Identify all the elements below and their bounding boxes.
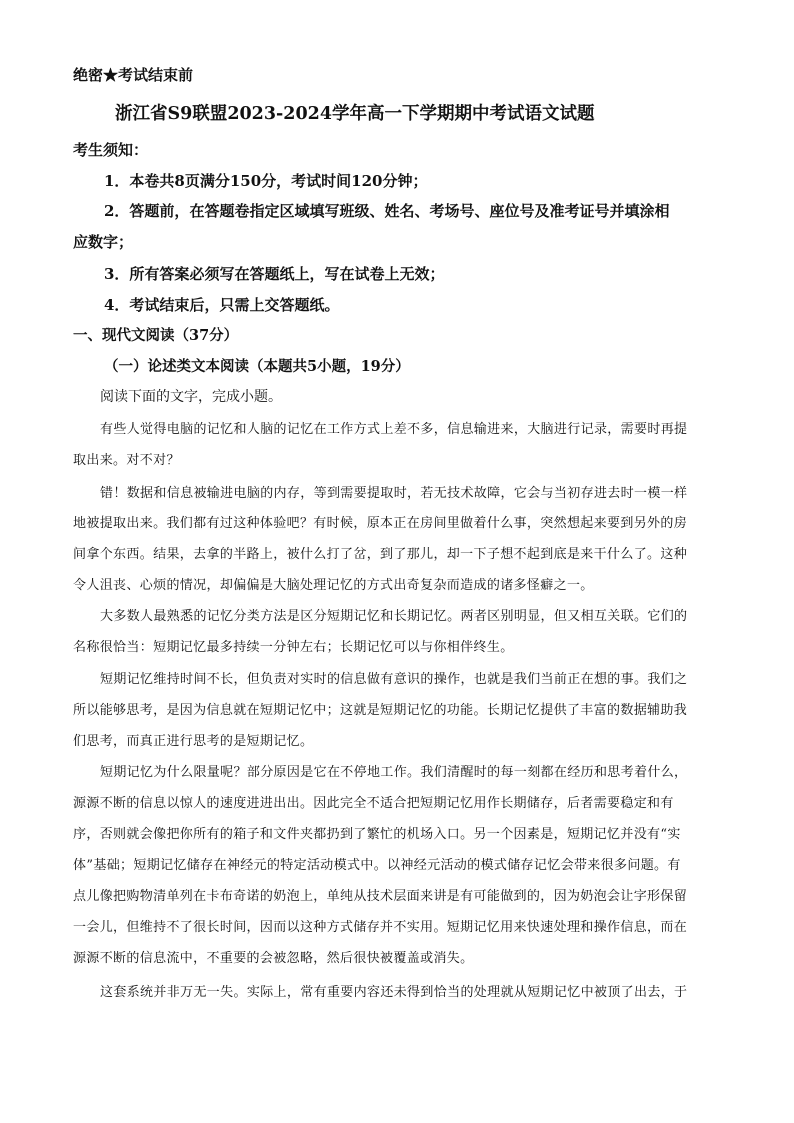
passage-line: 源源不断的信息以惊人的速度进进出出。因此完全不适合把短期记忆用作长期储存，后者需要稳定和有	[73, 796, 674, 811]
passage-line: 点儿像把购物清单列在卡布奇诺的奶泡上，单纯从技术层面来讲是有可能做到的，因为奶泡会让字形保留	[73, 889, 688, 904]
passage-line: 短期记忆维持时间不长，但负责对实时的信息做有意识的操作，也就是我们当前正在想的事。我们之	[100, 672, 688, 687]
passage-line: 一会儿，但维持不了很长时间，因而以这种方式储存并不实用。短期记忆用来快速处理和操作信息，而在	[73, 920, 688, 935]
notice-heading: 考生须知：	[73, 141, 149, 159]
notice-item-3: 3．所有答案必须写在答题纸上，写在试卷上无效；	[104, 265, 445, 283]
instruction-text: 阅读下面的文字，完成小题。	[100, 389, 282, 405]
passage-line: 取出来。对不对？	[73, 453, 180, 468]
passage-line: 所以能够思考，是因为信息就在短期记忆中；这就是短期记忆的功能。长期记忆提供了丰富的数据辅助我	[73, 703, 688, 718]
section-subheading: （一）论述类文本阅读（本题共5小题，19分）	[104, 358, 410, 375]
passage-line: 令人沮丧、心烦的情况，却偏偏是大脑处理记忆的方式出奇复杂而造成的诸多怪癖之一。	[73, 578, 594, 593]
passage-line: 源源不断的信息流中，不重要的会被忽略，然后很快被覆盖或消失。	[73, 951, 474, 966]
passage-line: 间拿个东西。结果，去拿的半路上，被什么打了岔，到了那儿，却一下子想不起到底是来干什么了。这种	[73, 547, 688, 562]
notice-item-2: 2．答题前，在答题卷指定区域填写班级、姓名、考场号、座位号及准考证号并填涂相	[104, 202, 670, 220]
passage-line: 地被提取出来。我们都有过这种体验吧？有时候，原本正在房间里做着什么事，突然想起来要到另外的房	[73, 516, 688, 531]
passage-line: 这套系统并非万无一失。实际上，常有重要内容还未得到恰当的处理就从短期记忆中被顶了出去，于	[100, 985, 688, 1000]
passage-line: 有些人觉得电脑的记忆和人脑的记忆在工作方式上差不多，信息输进来，大脑进行记录，需要时再提	[100, 422, 688, 437]
page-title: 浙江省S9联盟2023-2024学年高一下学期期中考试语文试题	[115, 104, 595, 124]
notice-item-4: 4．考试结束后，只需上交答题纸。	[104, 296, 340, 314]
notice-item-2-continued: 应数字；	[73, 233, 134, 251]
passage-line: 错！数据和信息被输进电脑的内存，等到需要提取时，若无技术故障，它会与当初存进去时一模一样	[100, 486, 688, 501]
passage-line: 名称很恰当：短期记忆最多持续一分钟左右；长期记忆可以与你相伴终生。	[73, 640, 514, 655]
secret-label: 绝密★考试结束前	[73, 66, 194, 84]
passage-line: 序，否则就会像把你所有的箱子和文件夹都扔到了繁忙的机场入口。另一个因素是，短期记忆并没有“实	[73, 827, 681, 842]
section-heading: 一、现代文阅读（37分）	[73, 327, 239, 344]
passage-line: 体”基础；短期记忆储存在神经元的特定活动模式中。以神经元活动的模式储存记忆会带来很多问题。有	[73, 858, 681, 873]
passage-line: 大多数人最熟悉的记忆分类方法是区分短期记忆和长期记忆。两者区别明显，但又相互关联。它们的	[100, 609, 688, 624]
passage-line: 短期记忆为什么限量呢？部分原因是它在不停地工作。我们清醒时的每一刻都在经历和思考着什么，	[100, 765, 688, 780]
passage-line: 们思考，而真正进行思考的是短期记忆。	[73, 734, 314, 749]
notice-item-1: 1．本卷共8页满分150分，考试时间120分钟；	[104, 172, 428, 190]
